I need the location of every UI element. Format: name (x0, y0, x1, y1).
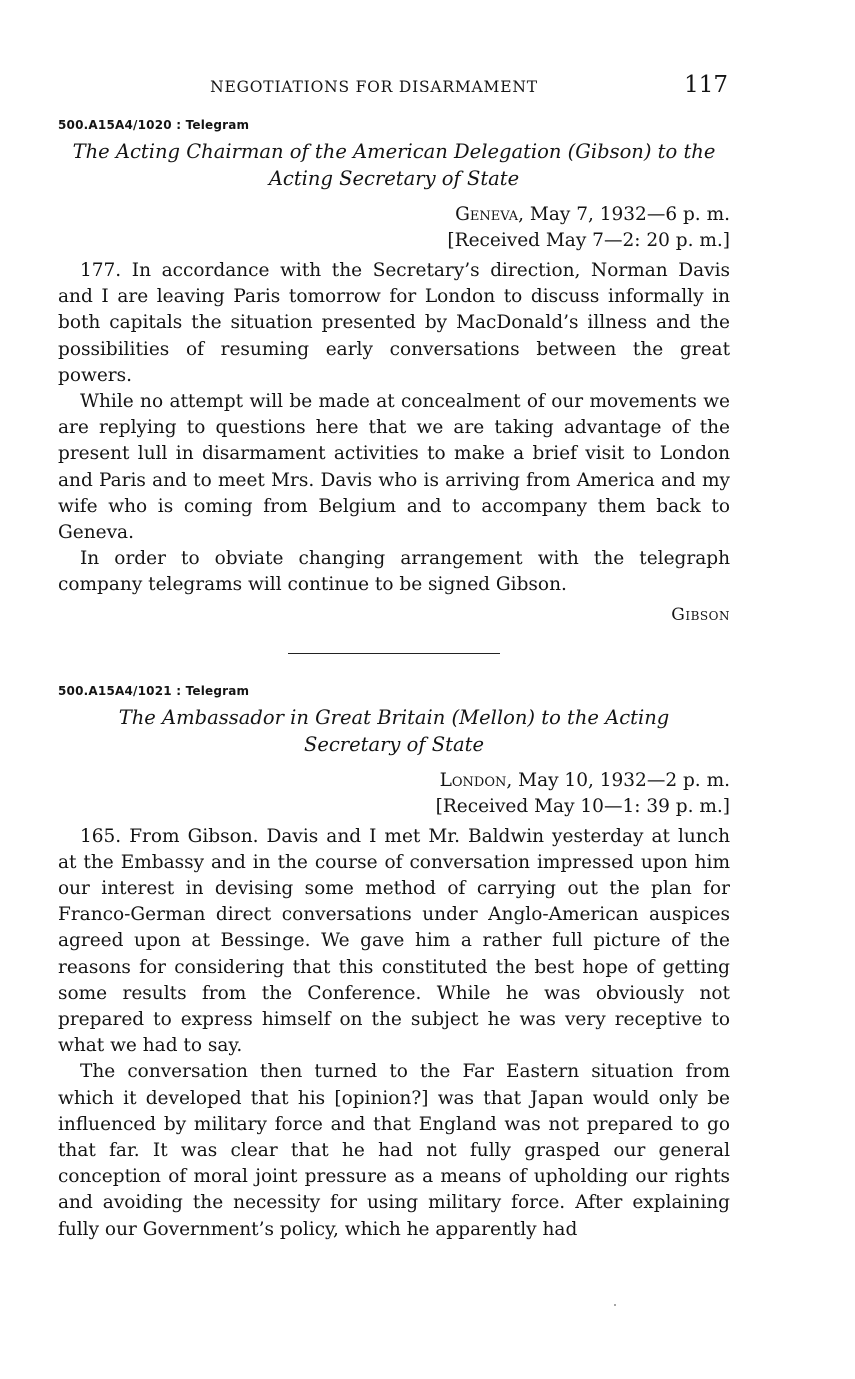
paper-speck (614, 1304, 616, 1306)
heading-line: The Acting Chairman of the American Delegation (Gibson) to the (72, 140, 716, 163)
received-line: [Received May 10—1: 39 p. m.] (435, 795, 730, 817)
sent-date: May 7, 1932—6 p. m. (524, 204, 730, 225)
dateline (58, 202, 730, 254)
paragraph: While no attempt will be made at concealment of our movements we are replying to questions here that we are taking advantage of the present lull in disarmament activities to make a brief visit to London and Paris and to meet Mrs. Davis who is arriving from America and my wife who is coming from Belgium and to accompany them back to Geneva. (58, 391, 730, 544)
running-title: NEGOTIATIONS FOR DISARMAMENT (210, 78, 538, 96)
running-header (58, 70, 730, 106)
heading-line: Secretary of State (303, 732, 485, 756)
sent-line (58, 768, 730, 794)
document-body (58, 824, 730, 1243)
document-page (58, 70, 730, 1243)
sent-date: May 10, 1932—2 p. m. (512, 769, 730, 791)
document-heading (58, 704, 730, 758)
telegram-1020 (58, 118, 730, 625)
dateline (58, 768, 730, 820)
received-line: [Received May 7—2: 20 p. m.] (447, 230, 730, 251)
heading-line: The Ambassador in Great Britain (Mellon) to the Acting (118, 705, 670, 729)
place-name: Geneva, (455, 204, 525, 225)
document-heading (58, 138, 730, 192)
paragraph: 177. In accordance with the Secretary’s direction, Norman Davis and I are leaving Paris tomorrow for London to discuss informally in both capitals the situation presented by MacDonald’s illness and the possibilities of resuming early conversations between the great powers. (58, 260, 730, 386)
place-name: London, (439, 769, 513, 791)
document-id: 500.A15A4/1020 : Telegram (58, 118, 250, 132)
paragraph: In order to obviate changing arrangement with the telegraph company telegrams will continue to be signed Gibson. (58, 548, 730, 596)
page-number: 117 (684, 72, 728, 98)
paragraph: 165. From Gibson. Davis and I met Mr. Baldwin yesterday at lunch at the Embassy and in the course of conversation impressed upon him our interest in devising some method of carrying out the plan for Franco-German direct conversations under Anglo-American auspices agreed upon at Bessinge. We gave him a rather full picture of the reasons for considering that this constituted the best hope of getting some results from the Conference. While he was obviously not prepared to express himself on the subject he was very receptive to what we had to say. (58, 825, 730, 1057)
document-body (58, 258, 730, 599)
paragraph: The conversation then turned to the Far Eastern situation from which it developed that his [opinion?] was that Japan would only be influenced by military force and that England was not prepared to go that far. It was clear that he had not fully grasped our general conception of moral joint pressure as a means of upholding our rights and avoiding the necessity for using military force. After explaining fully our Government’s policy, which he apparently had (58, 1061, 730, 1240)
section-divider (288, 653, 500, 654)
sent-line (58, 202, 730, 228)
document-id: 500.A15A4/1021 : Telegram (58, 683, 250, 698)
telegram-1021 (58, 684, 730, 1243)
signature: Gibson (671, 604, 730, 625)
heading-line: Acting Secretary of State (268, 167, 520, 190)
